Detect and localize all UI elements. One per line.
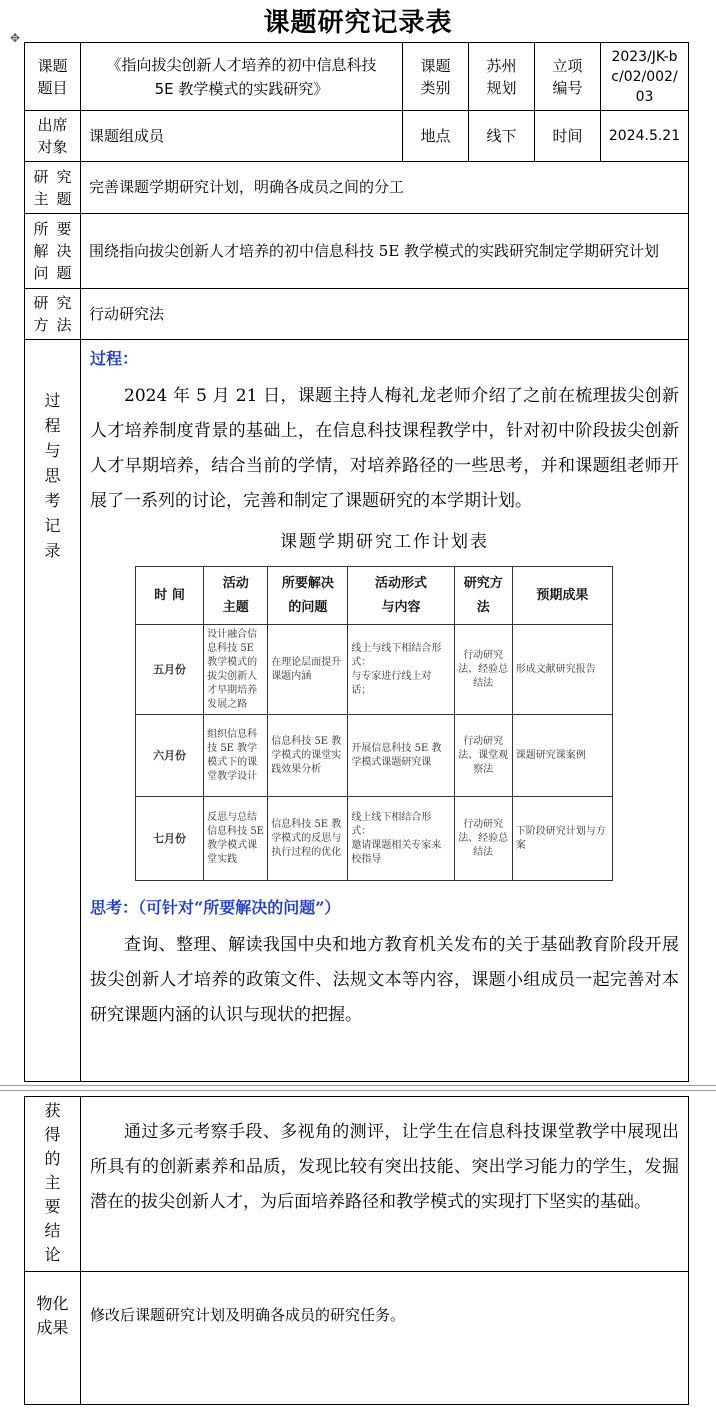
- plan-cell: 下阶段研究计划与方案: [512, 797, 612, 881]
- plan-cell: 在理论层面提升课题内涵: [268, 625, 348, 715]
- location-value: 线下: [469, 111, 535, 162]
- plan-header-cell: 活动 主题: [204, 567, 268, 625]
- plan-row: [136, 715, 613, 797]
- table-move-handle-icon[interactable]: ✥: [10, 31, 21, 45]
- page-title: 课题研究记录表: [263, 8, 453, 38]
- topic-label: 课题 题目: [25, 43, 81, 111]
- record-table-top: [24, 42, 689, 1082]
- plan-header-cell: 活动形式 与内容: [348, 567, 454, 625]
- attendees-value: 课题组成员: [81, 111, 403, 162]
- location-label: 地点: [403, 111, 469, 162]
- plan-cell: 反思与总结信息科技 5E 教学模式课堂实践: [204, 797, 268, 881]
- record-table-bottom: [24, 1096, 689, 1405]
- plan-row: [136, 797, 613, 881]
- method-value: 行动研究法: [81, 289, 689, 340]
- topic-value: 《指向拔尖创新人才培养的初中信息科技 5E 教学模式的实践研究》: [81, 43, 403, 111]
- think-paragraph: 查询、整理、解读我国中央和地方教育机关发布的关于基础教育阶段开展拔尖创新人才培养的政策文件、法规文本等内容，课题小组成员一起完善对本研究课题内涵的认识与现状的把握。: [90, 935, 679, 1025]
- theme-label: 研究 主题: [25, 162, 81, 214]
- process-content: [81, 340, 689, 1082]
- plan-month-cell: 六月份: [136, 715, 204, 797]
- think-heading: 思考：（可针对“所要解决的问题”）: [90, 898, 341, 917]
- plan-header-cell: 时 间: [136, 567, 204, 625]
- method-label: 研究 方法: [25, 289, 81, 340]
- plan-header-cell: 所要解决 的问题: [268, 567, 348, 625]
- plan-table: [135, 566, 613, 881]
- plan-cell: 信息科技 5E 教学模式的课堂实践效果分析: [268, 715, 348, 797]
- conclusion-paragraph: 通过多元考察手段、多视角的测评，让学生在信息科技课堂教学中展现出所具有的创新素养和品质，发现比较有突出技能、突出学习能力的学生，发掘潜在的拔尖创新人才，为后面培养路径和教学模式的实现打下坚实的基础。: [90, 1122, 679, 1212]
- outcome-label: 物化 成果: [25, 1272, 81, 1405]
- plan-cell: 行动研究法、课堂观察法: [454, 715, 512, 797]
- problem-label: 所要 解决 问题: [25, 214, 81, 289]
- plan-cell: 组织信息科技 5E 教学模式下的课堂教学设计: [204, 715, 268, 797]
- plan-header-cell: 预期成果: [512, 567, 612, 625]
- time-label: 时间: [535, 111, 601, 162]
- process-label-cell: [25, 340, 81, 1082]
- process-heading: 过程：: [90, 349, 139, 368]
- process-label: 过程与思考记录: [44, 391, 61, 560]
- attendees-label: 出席 对象: [25, 111, 81, 162]
- plan-cell: 形成文献研究报告: [512, 625, 612, 715]
- plan-cell: 线上与线下相结合形式： 与专家进行线上对话；: [348, 625, 454, 715]
- plan-cell: 课题研究课案例: [512, 715, 612, 797]
- code-label: 立项 编号: [535, 43, 601, 111]
- plan-cell: 设计融合信息科技 5E 教学模式的拔尖创新人才早期培养发展之路: [204, 625, 268, 715]
- plan-table-title: 课题学期研究工作计划表: [280, 532, 489, 552]
- plan-cell: 开展信息科技 5E 教学模式课题研究课: [348, 715, 454, 797]
- plan-header-cell: 研究方 法: [454, 567, 512, 625]
- page-break-divider: [0, 1083, 716, 1093]
- plan-cell: 线上线下相结合形式： 邀请课题相关专家来校指导: [348, 797, 454, 881]
- outcome-value: 修改后课题研究计划及明确各成员的研究任务。: [81, 1272, 689, 1405]
- category-label: 课题 类别: [403, 43, 469, 111]
- problem-value: 围绕指向拔尖创新人才培养的初中信息科技 5E 教学模式的实践研究制定学期研究计划: [81, 214, 689, 289]
- plan-cell: 信息科技 5E 教学模式的反思与执行过程的优化: [268, 797, 348, 881]
- plan-month-cell: 五月份: [136, 625, 204, 715]
- category-value: 苏州 规划: [469, 43, 535, 111]
- conclusion-content: [81, 1097, 689, 1272]
- code-value: 2023/JK-b c/02/002/ 03: [601, 43, 689, 111]
- plan-cell: 行动研究法、经验总结法: [454, 797, 512, 881]
- plan-cell: 行动研究法、经验总结法: [454, 625, 512, 715]
- conclusion-label-cell: [25, 1097, 81, 1272]
- process-paragraph: 2024 年 5 月 21 日，课题主持人梅礼龙老师介绍了之前在梳理拔尖创新人才培养制度背景的基础上，在信息科技课程教学中，针对初中阶段拔尖创新人才早期培养，结合当前的学情，对培养路径的一些思考，并和课题组老师开展了一系列的讨论，完善和制定了课题研究的本学期计划。: [90, 386, 679, 511]
- plan-month-cell: 七月份: [136, 797, 204, 881]
- time-value: 2024.5.21: [601, 111, 689, 162]
- plan-row: [136, 625, 613, 715]
- conclusion-label: 获得的主要结论: [44, 1101, 61, 1264]
- theme-value: 完善课题学期研究计划，明确各成员之间的分工: [81, 162, 689, 214]
